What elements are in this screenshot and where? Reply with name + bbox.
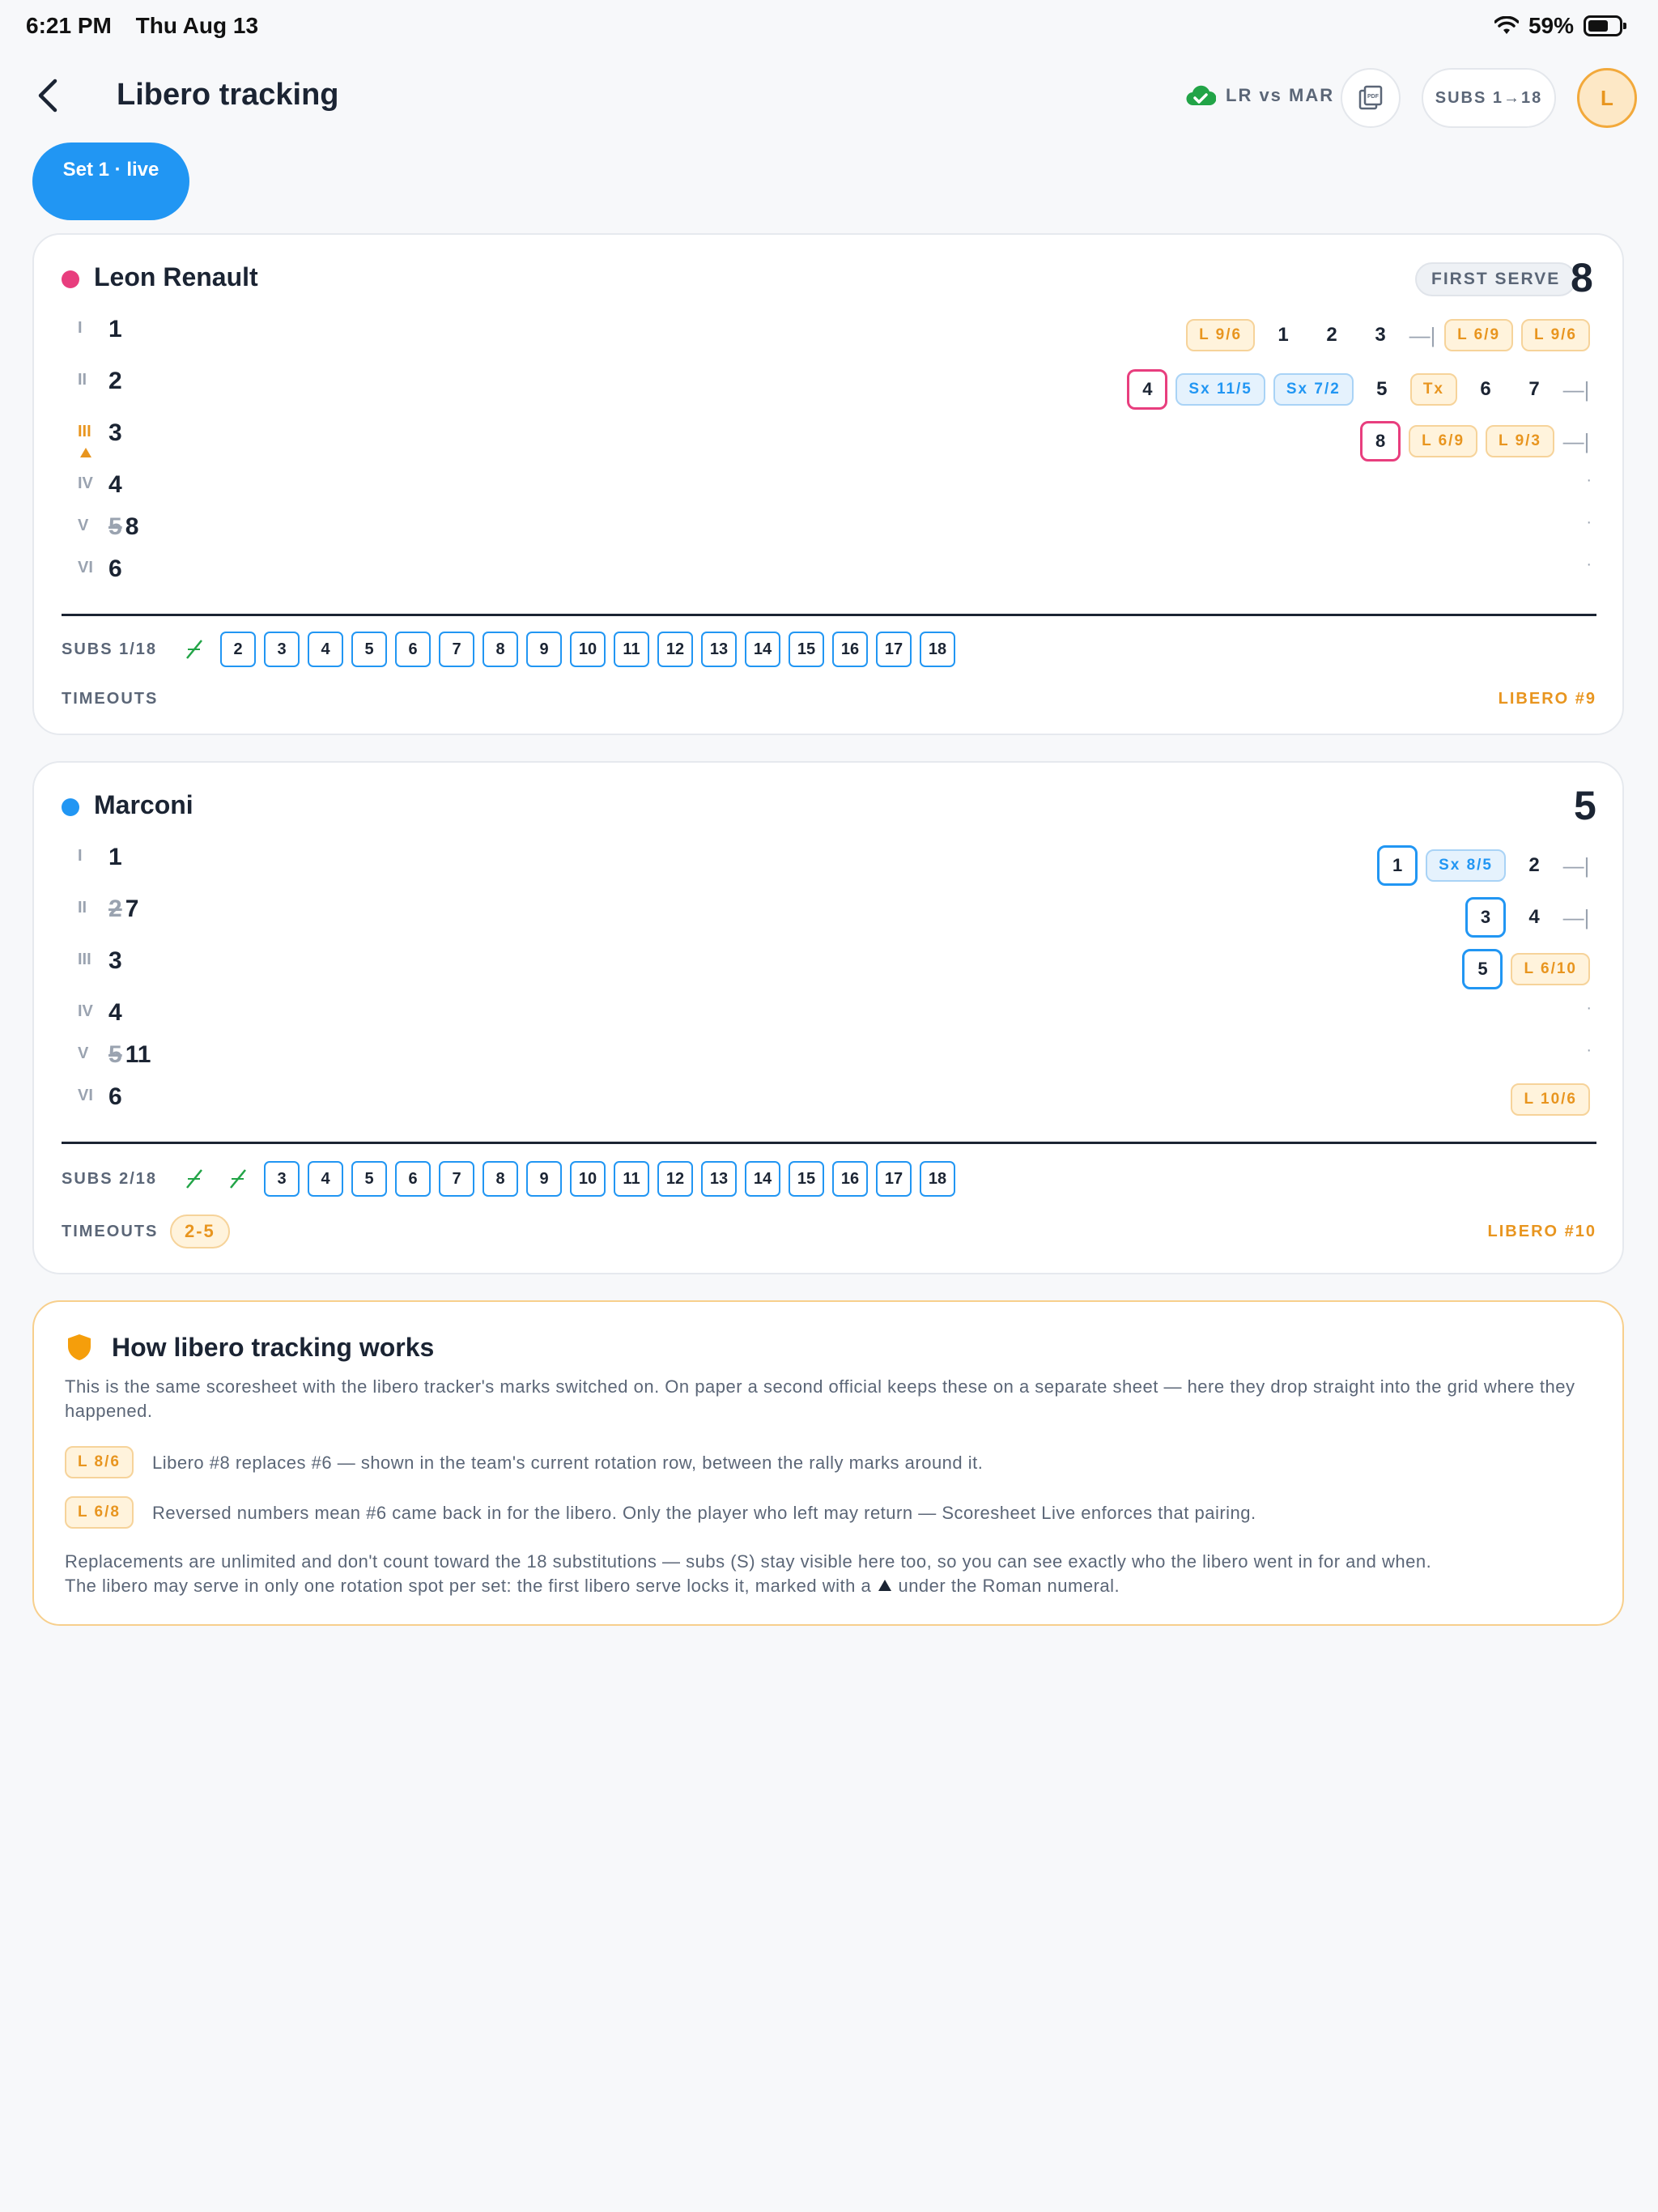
- sub-slot[interactable]: 8: [483, 1161, 518, 1197]
- sub-slot[interactable]: 5: [351, 632, 387, 667]
- sub-slot[interactable]: 11: [614, 1161, 649, 1197]
- serve-box[interactable]: 1: [1377, 845, 1418, 886]
- libero-replacement-chip[interactable]: L 6/9: [1444, 319, 1513, 351]
- used-sub-icon: [176, 1161, 212, 1197]
- sub-slot[interactable]: 15: [789, 1161, 824, 1197]
- sub-slot[interactable]: 17: [876, 632, 912, 667]
- serve-box[interactable]: 4: [1127, 369, 1167, 410]
- rally-track-row: [1462, 949, 1590, 989]
- rally-track-row: [1465, 897, 1590, 938]
- info-title: How libero tracking works: [112, 1333, 435, 1362]
- team-color-dot: [62, 270, 79, 288]
- rotation-player: 1: [108, 844, 122, 870]
- empty-track-dot: ·: [1586, 1041, 1592, 1059]
- subs-label: SUBS 2/18: [62, 1169, 158, 1188]
- team-card-leon-renault: [32, 233, 1624, 735]
- replaced-player: 5: [108, 513, 122, 540]
- legend-text: Reversed numbers mean #6 came back in for the libero. Only the player who left may return — Scoresheet Live enforces that pairing.: [152, 1503, 1256, 1523]
- rotation-roman: V: [78, 1044, 89, 1062]
- sub-slot[interactable]: 15: [789, 632, 824, 667]
- timeout-chip[interactable]: Tx: [1410, 373, 1457, 406]
- pdf-icon: [1357, 84, 1384, 112]
- substitution-chip[interactable]: Sx 7/2: [1273, 373, 1354, 406]
- libero-replacement-chip[interactable]: L 9/6: [1521, 319, 1590, 351]
- timeouts-label: TIMEOUTS: [62, 1223, 159, 1240]
- rotation-player: 1: [108, 316, 122, 342]
- sub-slot[interactable]: 6: [395, 632, 431, 667]
- used-sub-icon: [220, 1161, 256, 1197]
- timeouts-label: TIMEOUTS: [62, 690, 159, 708]
- rally-mark: 6: [1480, 378, 1491, 400]
- timeout-score-chip[interactable]: 2-5: [170, 1214, 230, 1249]
- info-outro-line-2: [65, 1574, 1603, 1598]
- page-title: Libero tracking: [117, 78, 339, 112]
- rotation-player: [108, 895, 138, 923]
- rally-mark: 3: [1375, 324, 1386, 346]
- rotation-roman: I: [78, 847, 83, 865]
- avatar[interactable]: L: [1577, 68, 1637, 128]
- info-outro-line: Replacements are unlimited and don't count toward the 18 substitutions — subs (S) stay visible here too, so you can see exactly who the libero went in for and when.: [65, 1551, 1432, 1572]
- rotation-end-marker: —|: [1562, 853, 1590, 878]
- triangle-icon: [877, 1578, 893, 1593]
- sub-slot[interactable]: 16: [832, 1161, 868, 1197]
- legend-chip: L 8/6: [65, 1446, 134, 1478]
- sub-slot[interactable]: 4: [308, 1161, 343, 1197]
- subs-row: [62, 1161, 955, 1197]
- divider: [62, 1142, 1596, 1144]
- libero-replacement-chip[interactable]: L 6/9: [1409, 425, 1477, 457]
- rally-mark: 5: [1376, 378, 1388, 400]
- legend-text: Libero #8 replaces #6 — shown in the team's current rotation row, between the rally marks around it.: [152, 1453, 984, 1473]
- rotation-roman: VI: [78, 559, 93, 576]
- legend-chip: L 6/8: [65, 1496, 134, 1529]
- rotation-roman: III: [78, 951, 91, 968]
- sub-slot[interactable]: 10: [570, 632, 606, 667]
- shield-icon: [66, 1333, 92, 1362]
- subs-row: [62, 632, 955, 667]
- info-card: [32, 1300, 1624, 1626]
- sub-slot[interactable]: 9: [526, 632, 562, 667]
- rotation-end-marker: —|: [1562, 428, 1590, 453]
- sub-slot[interactable]: 7: [439, 632, 474, 667]
- current-player: 7: [125, 895, 139, 922]
- rotation-player: 4: [108, 999, 122, 1026]
- rotation-player: [108, 513, 138, 541]
- rotation-end-marker: —|: [1409, 322, 1436, 347]
- info-outro: [65, 1550, 1603, 1598]
- sub-slot[interactable]: 14: [745, 632, 780, 667]
- team-name: Marconi: [94, 790, 193, 819]
- subs-label: SUBS 1/18: [62, 640, 158, 658]
- rotation-player: 6: [108, 555, 122, 582]
- subs-range-button[interactable]: SUBS 1→18: [1422, 68, 1556, 128]
- team-card-marconi: [32, 761, 1624, 1274]
- status-bar-right: [1494, 13, 1622, 39]
- sub-slot[interactable]: 4: [308, 632, 343, 667]
- rally-track-row: [1377, 845, 1590, 886]
- match-sync-status: [1185, 84, 1334, 107]
- tab-set-1-live[interactable]: Set 1 · live: [32, 143, 189, 220]
- libero-replacement-chip[interactable]: L 6/10: [1511, 953, 1590, 985]
- libero-replacement-chip[interactable]: L 9/6: [1186, 319, 1255, 351]
- sub-slot[interactable]: 10: [570, 1161, 606, 1197]
- team-color-dot: [62, 798, 79, 816]
- empty-track-dot: ·: [1586, 513, 1592, 531]
- substitution-chip[interactable]: Sx 8/5: [1426, 849, 1506, 882]
- chevron-left-icon: [32, 78, 65, 113]
- rotation-player: 4: [108, 471, 122, 498]
- rotation-roman: II: [78, 371, 87, 389]
- cloud-check-icon: [1185, 84, 1216, 107]
- substitution-chip[interactable]: Sx 11/5: [1175, 373, 1265, 406]
- sub-slot[interactable]: 13: [701, 632, 737, 667]
- sub-slot[interactable]: 14: [745, 1161, 780, 1197]
- empty-track-dot: ·: [1586, 555, 1592, 573]
- current-player: 8: [125, 513, 139, 540]
- sub-slot[interactable]: 7: [439, 1161, 474, 1197]
- rally-mark: 7: [1528, 378, 1540, 400]
- info-intro: This is the same scoresheet with the libero tracker's marks switched on. On paper a second official keeps these on a separate sheet — here they drop straight into the grid where they happened.: [65, 1376, 1575, 1421]
- sub-slot[interactable]: 2: [220, 632, 256, 667]
- sub-slot[interactable]: 17: [876, 1161, 912, 1197]
- rotation-roman: V: [78, 517, 89, 534]
- libero-label: LIBERO #10: [1487, 1223, 1596, 1240]
- sub-slot[interactable]: 3: [264, 1161, 300, 1197]
- rally-track-row: [1186, 319, 1590, 351]
- sub-slot[interactable]: 9: [526, 1161, 562, 1197]
- rotation-roman: I: [78, 319, 83, 337]
- battery-icon: [1584, 15, 1622, 36]
- sub-slot[interactable]: 16: [832, 632, 868, 667]
- rotation-roman: III: [78, 423, 91, 440]
- status-date: Thu Aug 13: [135, 13, 259, 38]
- rally-mark: 1: [1278, 324, 1289, 346]
- sub-slot[interactable]: 11: [614, 632, 649, 667]
- rally-track-row: [1511, 1083, 1590, 1116]
- wifi-icon: [1494, 16, 1519, 36]
- empty-track-dot: ·: [1586, 471, 1592, 489]
- rotation-player: 6: [108, 1083, 122, 1110]
- empty-track-dot: ·: [1586, 999, 1592, 1017]
- used-sub-icon: [176, 632, 212, 667]
- rotation-player: 3: [108, 419, 122, 446]
- rotation-roman: IV: [78, 474, 93, 492]
- divider: [62, 614, 1596, 616]
- team-score: 5: [1574, 783, 1596, 828]
- rotation-player: 2: [108, 368, 122, 394]
- rotation-end-marker: —|: [1562, 904, 1590, 929]
- sub-slot[interactable]: 12: [657, 632, 693, 667]
- libero-replacement-chip[interactable]: L 9/3: [1486, 425, 1554, 457]
- sub-slot[interactable]: 12: [657, 1161, 693, 1197]
- pdf-icon-label: PDF: [1367, 94, 1379, 100]
- serve-box[interactable]: 3: [1465, 897, 1506, 938]
- rally-mark: 4: [1528, 906, 1540, 928]
- replaced-player: 5: [108, 1041, 122, 1068]
- rotation-roman: VI: [78, 1087, 93, 1104]
- info-outro-part: The libero may serve in only one rotation spot per set: the first libero serve locks it, marked with a: [65, 1576, 872, 1596]
- match-label: LR vs MAR: [1226, 85, 1335, 105]
- sub-slot[interactable]: 13: [701, 1161, 737, 1197]
- status-bar-left: [26, 13, 276, 39]
- sub-slot[interactable]: 6: [395, 1161, 431, 1197]
- sub-slot[interactable]: 8: [483, 632, 518, 667]
- serve-box[interactable]: 5: [1462, 949, 1503, 989]
- sub-slot[interactable]: 3: [264, 632, 300, 667]
- back-button[interactable]: [32, 78, 65, 113]
- team-score: 8: [1571, 255, 1593, 300]
- rotation-roman: IV: [78, 1002, 93, 1020]
- sub-slot[interactable]: 18: [920, 632, 955, 667]
- sub-slot[interactable]: 18: [920, 1161, 955, 1197]
- rally-track-row: [1127, 369, 1590, 410]
- replaced-player: 2: [108, 895, 122, 922]
- rotation-player: [108, 1041, 151, 1069]
- battery-percent: 59%: [1528, 13, 1574, 38]
- current-player: 11: [125, 1041, 151, 1068]
- rally-track-row: [1360, 421, 1590, 462]
- libero-serve-triangle-icon: [79, 447, 92, 458]
- rotation-player: 3: [108, 947, 122, 974]
- libero-label: LIBERO #9: [1498, 690, 1596, 708]
- rotation-roman: II: [78, 899, 87, 917]
- rotation-end-marker: —|: [1562, 376, 1590, 402]
- sub-slot[interactable]: 5: [351, 1161, 387, 1197]
- rally-mark: 2: [1326, 324, 1337, 346]
- first-serve-badge: FIRST SERVE: [1415, 262, 1576, 296]
- rally-mark: 2: [1528, 854, 1540, 876]
- info-outro-part: under the Roman numeral.: [898, 1576, 1120, 1596]
- libero-replacement-chip[interactable]: L 10/6: [1511, 1083, 1590, 1116]
- serve-box[interactable]: 8: [1360, 421, 1401, 462]
- status-time: 6:21 PM: [26, 13, 112, 38]
- export-pdf-button[interactable]: [1341, 68, 1401, 128]
- team-name: Leon Renault: [94, 262, 258, 291]
